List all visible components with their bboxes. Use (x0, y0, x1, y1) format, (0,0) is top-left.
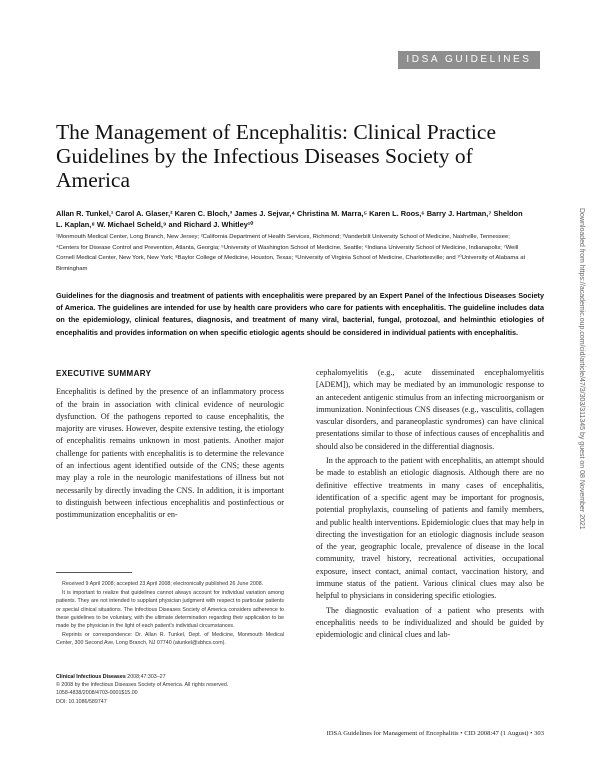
section-heading-executive-summary: EXECUTIVE SUMMARY (56, 369, 152, 378)
download-watermark: Downloaded from https://academic.oup.com/cid/article/47/3/303/311345 by guest on 08 November 2021 (578, 208, 585, 530)
body-paragraph: In the approach to the patient with encephalitis, an attempt should be made to establish an etiologic diagnosis. Although there are no definitive effective treatments in many cases of encephalitis, identification of a specific agent may be important for prognosis, potential prophylaxis, counseling of patients and family members, and public health interventions. Epidemiologic clues that may help in directing the investigation for an etiologic diagnosis include season of the year, geographic locale, prevalence of disease in the local community, travel history, recreational activities, occupational exposure, insect contact, animal contact, vaccination history, and immune status of the patient. Various clinical clues may also be helpful to physicians in considering specific etiologies. (316, 456, 544, 601)
body-paragraph: cephalomyelitis (e.g., acute disseminated encephalomyelitis [ADEM]), which may be mediated by an immunologic response to an antecedent antigenic stimulus from an infecting microorganism or immunization. Noninfectious CNS diseases (e.g., vasculitis, collagen vascular disorders, and paraneoplastic syndromes) can have clinical presentations similar to those of infectious causes of encephalitis and should also be considered in the differential diagnosis. (316, 368, 544, 451)
journal-issn: 1058-4838/2008/4703-0001$15.00 (56, 690, 138, 697)
journal-citation: 2008;47:303–27 (127, 674, 166, 680)
author-list: Allan R. Tunkel,¹ Carol A. Glaser,² Karen C. Bloch,³ James J. Sejvar,⁴ Christina M. Marra,⁵ Karen L. Roos,⁶ Barry J. Hartman,⁷ Sheldon L. Kaplan,⁸ W. Michael Scheld,⁹ and Richard J. Whitley¹⁰ (56, 209, 523, 229)
journal-name: Clinical Infectious Diseases (56, 674, 126, 680)
article-title: The Management of Encephalitis: Clinical Practice Guidelines by the Infectious Diseases Society of America (56, 120, 496, 192)
journal-doi: DOI: 10.1086/589747 (56, 698, 107, 705)
journal-info (56, 673, 284, 706)
journal-copyright: © 2008 by the Infectious Diseases Society of America. All rights reserved. (56, 682, 229, 689)
body-paragraph: Encephalitis is defined by the presence of an inflammatory process of the brain in association with clinical evidence of neurologic dysfunction. Of the pathogens reported to cause encephalitis, the majority are viruses. However, despite extensive testing, the etiology of encephalitis remains unknown in most patients. Another major challenge for patients with encephalitis is to determine the relevance of an infectious agent identified outside of the CNS; these agents may play a role in the neurologic manifestations of illness but not necessarily by directly invading the CNS. In addition, it is important to distinguish between infectious encephalitis and postinfectious or postimmunization encephalitis or en- (56, 387, 284, 520)
right-column (316, 367, 544, 642)
footnote-divider (56, 572, 132, 573)
abstract: Guidelines for the diagnosis and treatment of patients with encephalitis were prepared by an Expert Panel of the Infectious Diseases Society of America. The guidelines are intended for use by health care providers who care for patients with encephalitis. The guideline includes data on the epidemiology, clinical features, diagnosis, and treatment of many viral, bacterial, fungal, protozoal, and helminthic etiologies of encephalitis and provides information on when specific etiologic agents should be considered in individual patients with encephalitis. (56, 291, 544, 337)
disclaimer-note: It is important to realize that guidelines cannot always account for individual variation among patients. They are not intended to supplant physician judgment with respect to particular patients or special clinical situations. The Infectious Diseases Society of America considers adherence to these guidelines to be voluntary, with the ultimate determination regarding their application to be made by the physician in the light of each patient's individual circumstances. (56, 590, 284, 630)
article-notes (56, 580, 284, 649)
body-paragraph: The diagnostic evaluation of a patient who presents with encephalitis needs to be individualized and should be guided by epidemiologic and clinical clues and lab- (316, 605, 544, 640)
section-banner: IDSA GUIDELINES (398, 51, 540, 69)
page-footer: IDSA Guidelines for Management of Encephalitis • CID 2008:47 (1 August) • 303 (326, 730, 544, 737)
received-note: Received 9 April 2008; accepted 23 April 2008; electronically published 26 June 2008. (62, 581, 264, 587)
left-column (56, 368, 284, 522)
reprints-note: Reprints or correspondence: Dr. Allan R. Tunkel, Dept. of Medicine, Monmouth Medical Center, 300 Second Ave, Long Branch, NJ 07740 (atunkel@sbhcs.com). (56, 632, 284, 647)
affiliations: ¹Monmouth Medical Center, Long Branch, New Jersey; ²California Department of Health Services, Richmond; ³Vanderbilt University School of Medicine, Nashville, Tennessee; ⁴Centers for Disease Control and Prevention, Atlanta, Georgia; ⁵University of Washington School of Medicine, Seattle; ⁶Indiana University School of Medicine, Indianapolis; ⁷Weill Cornell Medical Center, New York, New York; ⁸Baylor College of Medicine, Houston, Texas; ⁹University of Virginia School of Medicine, Charlottesville; and ¹⁰University of Alabama at Birmingham (56, 234, 526, 272)
